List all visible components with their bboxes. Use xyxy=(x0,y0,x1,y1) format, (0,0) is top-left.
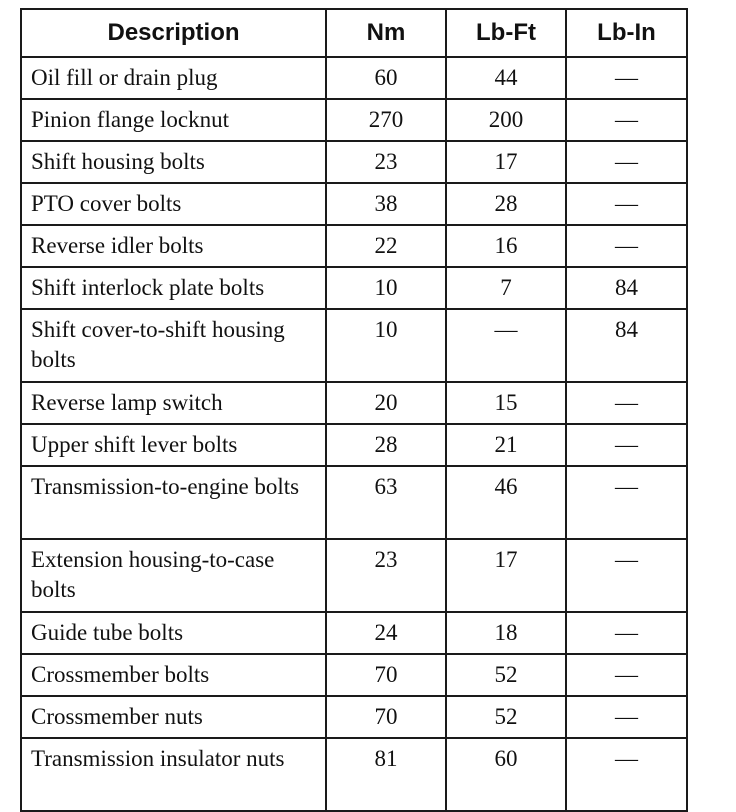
cell-nm: 28 xyxy=(326,424,446,466)
table-row xyxy=(21,654,687,696)
cell-lbin: — xyxy=(566,57,687,99)
table-row xyxy=(21,424,687,466)
cell-lbin: 84 xyxy=(566,309,687,382)
cell-description: Reverse lamp switch xyxy=(21,382,326,424)
cell-lbft: 28 xyxy=(446,183,566,225)
cell-nm: 60 xyxy=(326,57,446,99)
cell-lbft: 52 xyxy=(446,696,566,738)
cell-lbft: — xyxy=(446,309,566,382)
table-row xyxy=(21,382,687,424)
cell-lbin: — xyxy=(566,225,687,267)
cell-nm: 81 xyxy=(326,738,446,811)
cell-description: Oil fill or drain plug xyxy=(21,57,326,99)
cell-description: Crossmember bolts xyxy=(21,654,326,696)
cell-description: Guide tube bolts xyxy=(21,612,326,654)
cell-description: Crossmember nuts xyxy=(21,696,326,738)
table-row xyxy=(21,466,687,539)
cell-lbin: — xyxy=(566,466,687,539)
cell-description: Shift interlock plate bolts xyxy=(21,267,326,309)
table-row xyxy=(21,539,687,612)
cell-lbin: — xyxy=(566,183,687,225)
cell-lbft: 44 xyxy=(446,57,566,99)
cell-description: Reverse idler bolts xyxy=(21,225,326,267)
cell-nm: 70 xyxy=(326,696,446,738)
table-row xyxy=(21,99,687,141)
column-header-description: Description xyxy=(21,9,326,57)
cell-nm: 23 xyxy=(326,539,446,612)
cell-lbin: — xyxy=(566,99,687,141)
cell-nm: 23 xyxy=(326,141,446,183)
cell-description: Transmission-to-engine bolts xyxy=(21,466,326,539)
cell-nm: 22 xyxy=(326,225,446,267)
column-header-nm: Nm xyxy=(326,9,446,57)
cell-lbin: — xyxy=(566,141,687,183)
table-row xyxy=(21,696,687,738)
cell-lbft: 52 xyxy=(446,654,566,696)
cell-lbft: 16 xyxy=(446,225,566,267)
cell-lbin: — xyxy=(566,382,687,424)
cell-nm: 70 xyxy=(326,654,446,696)
column-header-lbin: Lb-In xyxy=(566,9,687,57)
cell-lbin: — xyxy=(566,424,687,466)
cell-description: Upper shift lever bolts xyxy=(21,424,326,466)
cell-lbft: 18 xyxy=(446,612,566,654)
cell-lbft: 15 xyxy=(446,382,566,424)
table-row xyxy=(21,141,687,183)
table-row xyxy=(21,612,687,654)
cell-lbin: — xyxy=(566,738,687,811)
cell-lbin: — xyxy=(566,654,687,696)
cell-lbin: — xyxy=(566,539,687,612)
cell-description: Transmission insulator nuts xyxy=(21,738,326,811)
table-row xyxy=(21,738,687,811)
cell-description: Extension housing-to-case bolts xyxy=(21,539,326,612)
table-row xyxy=(21,309,687,382)
cell-lbin: 84 xyxy=(566,267,687,309)
cell-lbft: 17 xyxy=(446,539,566,612)
table-row xyxy=(21,57,687,99)
cell-description: PTO cover bolts xyxy=(21,183,326,225)
cell-nm: 10 xyxy=(326,309,446,382)
cell-nm: 63 xyxy=(326,466,446,539)
cell-description: Shift cover-to-shift housing bolts xyxy=(21,309,326,382)
cell-lbft: 17 xyxy=(446,141,566,183)
cell-lbft: 200 xyxy=(446,99,566,141)
cell-lbft: 21 xyxy=(446,424,566,466)
cell-lbin: — xyxy=(566,696,687,738)
cell-description: Pinion flange locknut xyxy=(21,99,326,141)
cell-nm: 270 xyxy=(326,99,446,141)
cell-nm: 10 xyxy=(326,267,446,309)
table-row xyxy=(21,267,687,309)
cell-description: Shift housing bolts xyxy=(21,141,326,183)
cell-lbft: 60 xyxy=(446,738,566,811)
table-row xyxy=(21,225,687,267)
cell-lbft: 7 xyxy=(446,267,566,309)
cell-lbin: — xyxy=(566,612,687,654)
column-header-lbft: Lb-Ft xyxy=(446,9,566,57)
table-header-row xyxy=(21,9,687,57)
cell-nm: 38 xyxy=(326,183,446,225)
torque-spec-table xyxy=(20,8,688,812)
cell-lbft: 46 xyxy=(446,466,566,539)
cell-nm: 20 xyxy=(326,382,446,424)
cell-nm: 24 xyxy=(326,612,446,654)
table-row xyxy=(21,183,687,225)
